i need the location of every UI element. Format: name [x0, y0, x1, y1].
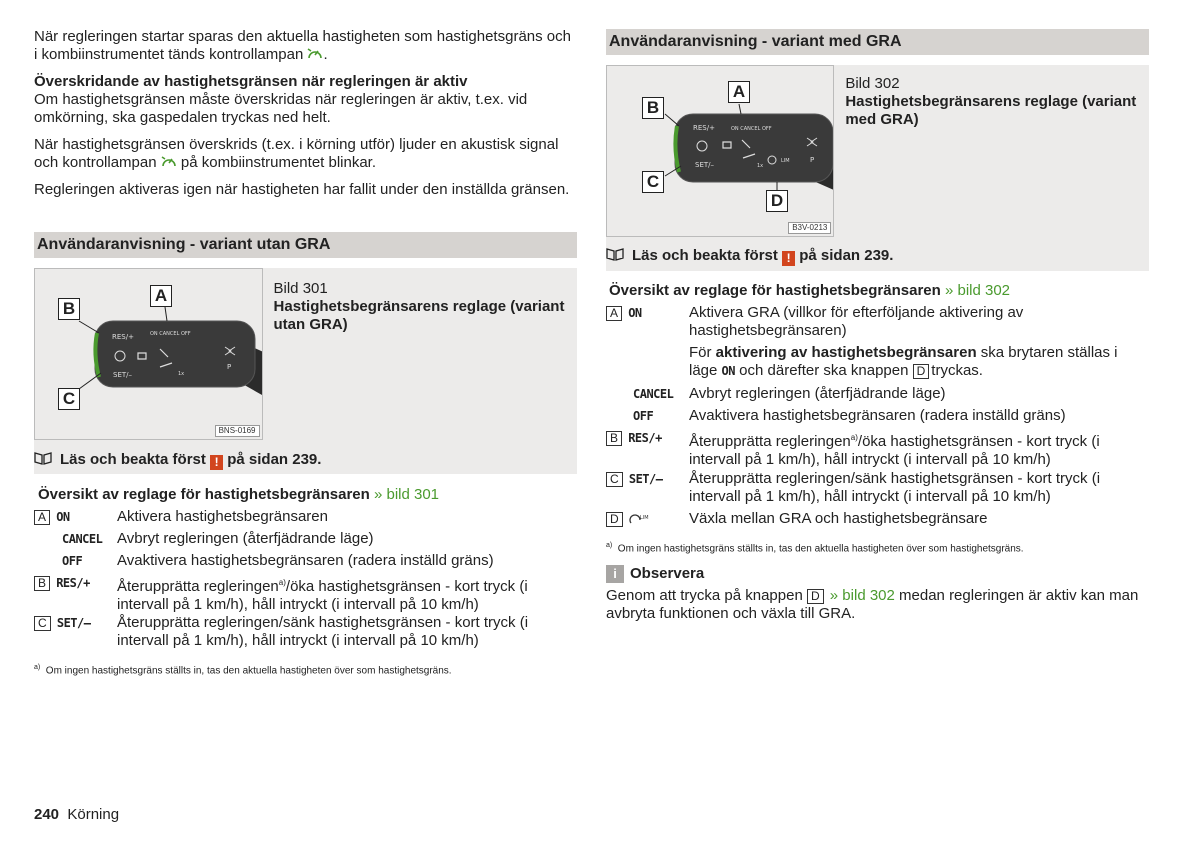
overspeed-p2-text: När hastighetsgränsen överskrids (t.ex. i körning utför) ljuder en akustisk signal och kontrollampan: [34, 136, 559, 171]
label-box: C: [34, 616, 51, 631]
svg-text:SET/–: SET/–: [113, 371, 133, 379]
note-title: Observera: [630, 565, 705, 582]
footnote-text: Om ingen hastighetsgräns ställts in, tas den aktuella hastigheten över som hastighetsgräns.: [45, 665, 452, 677]
figure-link[interactable]: » bild 302: [944, 282, 1011, 299]
a-extra-bold: aktivering av hastighetsbegränsaren: [715, 344, 977, 361]
list-item: [606, 470, 1149, 506]
footnote-ref: a): [850, 433, 858, 442]
item-desc: Avaktivera hastighetsbegränsaren (radera inställd gräns): [689, 407, 1066, 424]
read-note: [606, 247, 893, 266]
speed-limiter-lamp-icon: [307, 47, 323, 61]
figure-link[interactable]: » bild 301: [373, 486, 440, 503]
figure-caption: Hastighetsbegränsarens reglage (variant med GRA): [845, 93, 1137, 128]
list-item: [606, 510, 988, 528]
chapter-name: Körning: [67, 806, 120, 823]
control-label: RES/+: [628, 431, 662, 445]
note-heading: [606, 565, 704, 583]
book-icon: [34, 452, 52, 465]
item-desc: Avaktivera hastighetsbegränsaren (radera inställd gräns): [117, 552, 494, 569]
item-key: [606, 407, 689, 425]
callout-c: C: [58, 388, 80, 410]
list-item: [606, 429, 1149, 469]
item-key: [34, 508, 117, 526]
overview-heading-text: Översikt av reglage för hastighetsbegränsaren: [38, 486, 370, 503]
a-desc: Aktivera GRA (villkor för efterföljande aktivering av hastighetsbegränsaren): [689, 304, 1024, 339]
item-key: [34, 574, 117, 614]
footnote: [34, 662, 452, 677]
read-note-page: på sidan 239.: [227, 451, 322, 468]
section-title-with-gra: Användaranvisning - variant med GRA: [606, 29, 1149, 55]
a-extra-text: För: [689, 344, 712, 361]
label-box: D: [606, 512, 623, 527]
figure-302: [606, 65, 1149, 271]
item-key: [606, 470, 689, 506]
control-label: OFF: [62, 554, 83, 568]
callout-d: D: [766, 190, 788, 212]
figure-number: Bild 301: [273, 280, 328, 297]
list-item: [34, 530, 374, 548]
item-desc: Återupprätta regleringen/sänk hastighetsgränsen - kort tryck (i intervall på 1 km/h), håll intryckt (i intervall på 10 km/h): [689, 470, 1101, 505]
a-extra: [689, 344, 1149, 380]
callout-a: A: [728, 81, 750, 103]
overspeed-p2-end: på kombiinstrumentet blinkar.: [180, 154, 377, 171]
read-note-page: på sidan 239.: [799, 247, 894, 264]
callout-a: A: [150, 285, 172, 307]
stalk-illustration: [35, 269, 263, 440]
label-box: D: [913, 364, 930, 379]
label-box: C: [606, 472, 623, 487]
figure-301: [34, 268, 577, 474]
callout-b: B: [642, 97, 664, 119]
list-item: [606, 304, 1149, 380]
svg-text:P: P: [227, 363, 232, 371]
list-item: [34, 552, 494, 570]
footnote-ref: a): [278, 578, 286, 587]
svg-text:1x: 1x: [178, 371, 185, 377]
control-label: ON: [721, 364, 735, 378]
list-item: [606, 407, 1066, 425]
item-desc: [117, 574, 577, 614]
a-extra-text: tryckas.: [931, 362, 983, 379]
desc-part: Återupprätta regleringen: [689, 433, 851, 450]
intro-text: När regleringen startar sparas den aktuella hastigheten som hastighetsgräns och i kombiinstrumentet tänds kontrollampan: [34, 28, 571, 63]
figure-302-image: [606, 65, 834, 237]
figure-302-caption: [834, 65, 1149, 271]
figure-code: BNS-0169: [215, 425, 260, 437]
callout-c: C: [642, 171, 664, 193]
svg-text:P: P: [810, 156, 815, 164]
overspeed-paragraph-2: [34, 136, 577, 172]
control-label: SET/–: [628, 472, 663, 486]
figure-link[interactable]: » bild 302: [829, 587, 895, 604]
section-title-without-gra: Användaranvisning - variant utan GRA: [34, 232, 577, 258]
overspeed-heading: Överskridande av hastighetsgränsen när regleringen är aktiv: [34, 73, 468, 90]
label-box: D: [807, 589, 824, 604]
overview-heading-text: Översikt av reglage för hastighetsbegränsaren: [609, 282, 941, 299]
svg-text:1x: 1x: [757, 163, 764, 169]
item-key: [34, 530, 117, 548]
lim-label: LIM: [639, 515, 649, 521]
control-label: CANCEL: [633, 387, 674, 401]
svg-text:ON CANCEL OFF: ON CANCEL OFF: [731, 126, 772, 132]
control-label: SET/–: [56, 616, 91, 630]
figure-caption: Hastighetsbegränsarens reglage (variant utan GRA): [273, 298, 565, 333]
overview-heading: [609, 282, 1010, 300]
page-footer: [34, 806, 119, 824]
item-desc: Växla mellan GRA och hastighetsbegränsare: [689, 510, 988, 527]
control-label: OFF: [633, 409, 654, 423]
item-key: [606, 304, 689, 380]
label-box: A: [34, 510, 50, 525]
figure-301-caption: [263, 268, 577, 474]
read-note: [34, 451, 321, 470]
label-box: B: [606, 431, 622, 446]
item-desc: Avbryt regleringen (återfjädrande läge): [117, 530, 374, 547]
note-text: Genom att trycka på knappen: [606, 587, 803, 604]
control-label: ON: [56, 510, 70, 524]
list-item: [606, 385, 946, 403]
label-box: A: [606, 306, 622, 321]
overspeed-paragraph-3: Regleringen aktiveras igen när hastigheten har fallit under den inställda gränsen.: [34, 181, 570, 198]
item-desc: [689, 429, 1149, 469]
desc-part: Återupprätta regleringen: [117, 578, 279, 595]
item-key: [606, 429, 689, 469]
item-desc: Återupprätta regleringen/sänk hastighetsgränsen - kort tryck (i intervall på 1 km/h), håll intryckt (i intervall på 10 km/h): [117, 614, 529, 649]
desc-part: /öka hastighetsgränsen - kort tryck (i intervall på 1 km/h), håll intryckt (i intervall på 10 km/h): [117, 578, 528, 613]
callout-b: B: [58, 298, 80, 320]
info-icon: i: [606, 565, 624, 583]
read-note-text: Läs och beakta först: [632, 247, 778, 264]
speed-limiter-lamp-icon: [161, 155, 177, 169]
list-item: [34, 614, 577, 650]
control-label: ON: [628, 306, 642, 320]
figure-number: Bild 302: [845, 75, 900, 92]
list-item: [34, 508, 328, 526]
page-number: 240: [34, 806, 60, 823]
control-label: CANCEL: [62, 532, 103, 546]
item-key: [606, 385, 689, 403]
warning-icon: !: [782, 251, 795, 266]
intro-paragraph: [34, 28, 577, 64]
label-box: B: [34, 576, 50, 591]
figure-301-image: [34, 268, 263, 440]
overspeed-paragraph-1: Om hastighetsgränsen måste överskridas när regleringen är aktiv, t.ex. vid omkörning, ska gaspedalen tryckas ned helt.: [34, 91, 528, 126]
desc-part: /öka hastighetsgränsen - kort tryck (i intervall på 1 km/h), håll intryckt (i intervall på 10 km/h): [689, 433, 1100, 468]
svg-text:LIM: LIM: [781, 158, 790, 164]
list-item: [34, 574, 577, 614]
a-extra-text: ska brytaren ställas i läge: [689, 344, 1118, 379]
footnote: [606, 540, 1024, 555]
footnote-text: Om ingen hastighetsgräns ställts in, tas den aktuella hastigheten över som hastighetsgräns.: [617, 543, 1024, 555]
footnote-mark: a): [606, 542, 613, 549]
intro-end: .: [323, 46, 328, 63]
book-icon: [606, 248, 624, 261]
footnote-mark: a): [34, 664, 41, 671]
item-key: [34, 614, 117, 650]
stalk-illustration: [607, 66, 834, 237]
svg-text:RES/+: RES/+: [112, 333, 134, 341]
a-extra-text: och därefter ska knappen: [739, 362, 909, 379]
item-desc: Aktivera hastighetsbegränsaren: [117, 508, 328, 525]
read-note-text: Läs och beakta först: [60, 451, 206, 468]
item-key: [34, 552, 117, 570]
item-desc: Avbryt regleringen (återfjädrande läge): [689, 385, 946, 402]
control-label: RES/+: [56, 576, 90, 590]
item-desc: [689, 304, 1149, 380]
svg-text:RES/+: RES/+: [693, 124, 715, 132]
item-key: [606, 510, 689, 528]
overview-heading: [38, 486, 439, 504]
note-text: medan regleringen är aktiv kan man avbryta funktionen och växla till GRA.: [606, 587, 1139, 622]
note-body: [606, 587, 1149, 623]
warning-icon: !: [210, 455, 223, 470]
svg-text:SET/–: SET/–: [695, 161, 715, 169]
figure-code: B3V-0213: [788, 222, 831, 234]
svg-text:ON CANCEL OFF: ON CANCEL OFF: [150, 331, 191, 337]
lim-button-icon: [629, 512, 649, 525]
